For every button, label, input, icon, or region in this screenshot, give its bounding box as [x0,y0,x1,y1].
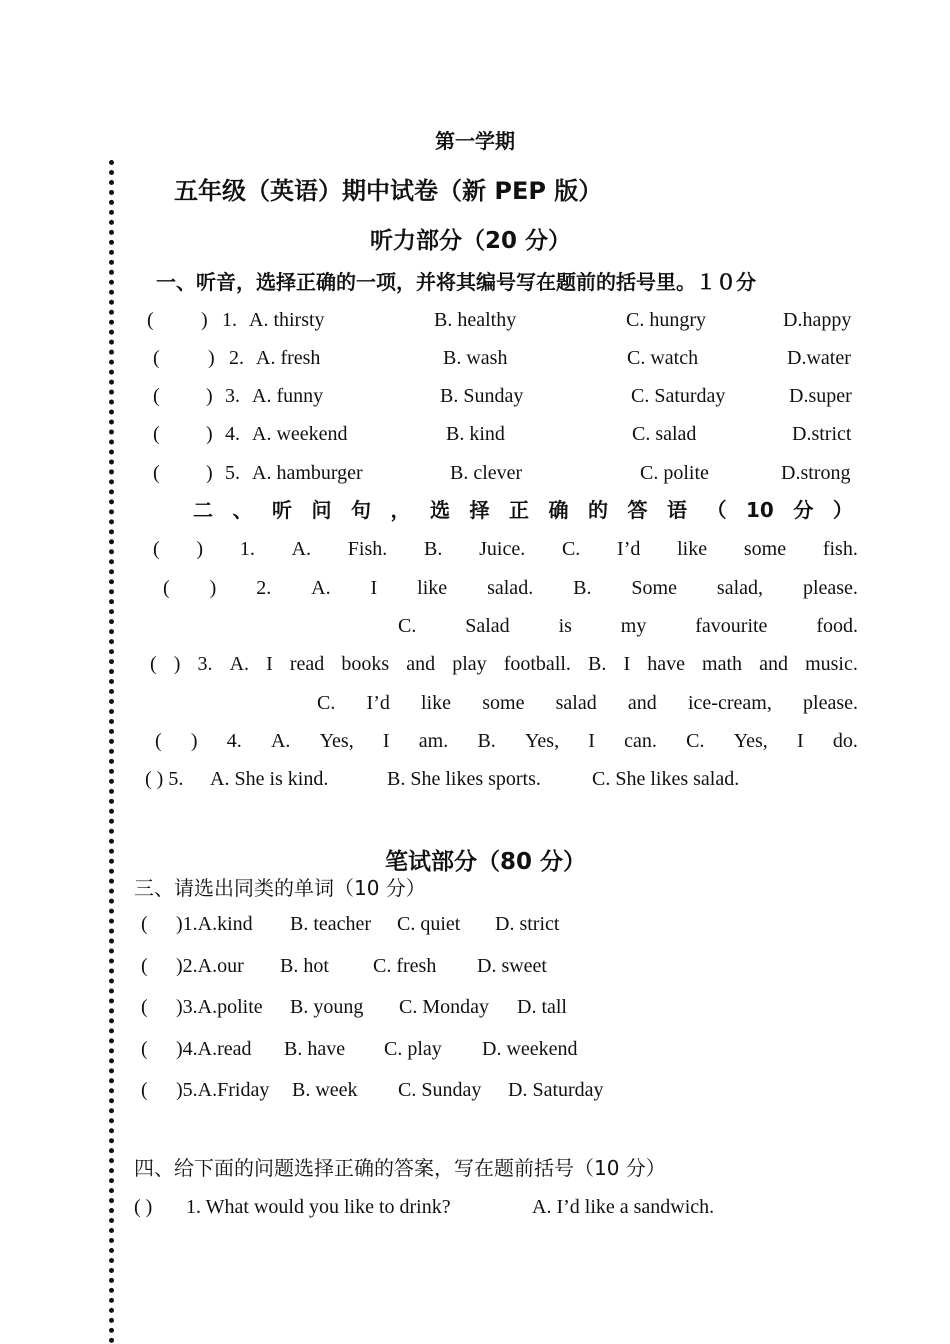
word: football. [503,653,571,675]
word: A. [229,653,250,675]
option-c: C. polite [640,462,709,484]
word: I [797,730,804,752]
word: Juice. [479,538,526,560]
option-b: B. clever [450,462,523,484]
option-b: B. Sunday [440,385,524,407]
word: C. [398,615,417,637]
section2-q1 [153,537,858,561]
option-a: )3.A.polite [176,996,263,1018]
option-c: C. quiet [397,913,461,935]
term-label: 第一学期 [435,129,515,153]
heading-char: 语 [667,498,687,522]
word: I [370,577,378,599]
word: B. [573,577,592,599]
word: have [647,653,685,675]
option-a: )2.A.our [176,955,244,977]
heading-char: 、 [232,498,253,522]
section1-heading: 一、听音，选择正确的一项，并将其编号写在题前的括号里。１０分 [156,270,756,294]
word: I’d [617,538,641,560]
word: is [558,615,572,637]
word: some [743,538,787,560]
answer-paren-open: ( [141,913,148,935]
word: ) [190,730,198,752]
word: I [382,730,390,752]
option-d: D. sweet [477,955,547,977]
heading-char: 听 [272,498,292,522]
option-c: C. hungry [626,309,706,331]
word: ) [209,577,217,599]
section4-q1-paren: ( ) [134,1196,153,1218]
option-c: C. watch [627,347,699,369]
heading-char: （ [706,498,727,522]
option-c: C. Saturday [631,385,726,407]
section2-q5-paren: ( ) 5. [145,768,184,790]
heading-char: 选 [430,498,450,522]
exam-title: 五年级（英语）期中试卷（新 PEP 版） [174,177,603,205]
word: like [417,577,448,599]
word: and [627,692,657,714]
question-number: 4. [225,423,240,445]
word: salad. [487,577,534,599]
heading-char: 10 [746,498,774,522]
word: salad [555,692,597,714]
word: ( [163,577,170,599]
word: ice-cream, [688,692,772,714]
answer-paren-close: ) [206,385,213,407]
option-c: C. Monday [399,996,489,1018]
section3-heading: 三、请选出同类的单词（10 分） [134,876,426,900]
option-d: D. Saturday [508,1079,604,1101]
option-c: C. fresh [373,955,437,977]
word: salad, [716,577,763,599]
option-d: D.strong [781,462,851,484]
heading-char: 句 [351,498,371,522]
question-number: 3. [225,385,240,407]
section2-q3-line1 [150,652,858,676]
word: B. [424,538,443,560]
heading-char: ） [832,498,853,522]
word: like [421,692,452,714]
word: favourite [695,615,768,637]
word: play [452,653,487,675]
word: please. [802,577,858,599]
heading-char: 择 [469,498,490,522]
option-a: )4.A.read [176,1038,252,1060]
word: I’d [366,692,390,714]
heading-char: 分 [793,498,814,522]
option-d: D.super [789,385,852,407]
word: Fish. [347,538,388,560]
heading-char: 二 [193,498,213,522]
answer-paren-open: ( [153,462,160,484]
word: A. [291,538,312,560]
section2-q5-option-b: B. She likes sports. [387,768,541,790]
section2-q3-line2 [317,691,858,715]
heading-char: 的 [588,498,608,522]
word: 1. [239,538,255,560]
option-a: A. fresh [256,347,321,369]
word: music. [805,653,858,675]
option-a: )1.A.kind [176,913,253,935]
listening-part-title: 听力部分（20 分） [370,228,572,254]
option-a: A. thirsty [249,309,325,331]
written-part-title: 笔试部分（80 分） [385,849,587,875]
binding-dotted-line [109,160,114,1344]
word: math [702,653,743,675]
question-number: 1. [222,309,237,331]
word: 3. [197,653,213,675]
word: Salad [465,615,510,637]
word: C. [317,692,336,714]
section2-q2-line1 [163,576,858,600]
word: I [588,730,595,752]
word: do. [832,730,858,752]
answer-paren-open: ( [141,1038,148,1060]
word: ) [196,538,204,560]
option-d: D.water [787,347,851,369]
answer-paren-open: ( [153,347,160,369]
section2-q5-option-a: A. She is kind. [210,768,329,790]
section2-q4 [155,729,858,753]
word: I [266,653,273,675]
word: ( [153,538,160,560]
question-number: 2. [229,347,244,369]
option-c: C. salad [632,423,697,445]
option-a: A. weekend [252,423,348,445]
option-b: B. hot [280,955,329,977]
answer-paren-open: ( [141,955,148,977]
word: can. [624,730,657,752]
answer-paren-open: ( [141,1079,148,1101]
option-b: B. young [290,996,364,1018]
answer-paren-open: ( [147,309,154,331]
word: ( [150,653,157,675]
option-b: B. teacher [290,913,372,935]
answer-paren-open: ( [153,423,160,445]
option-b: B. healthy [434,309,517,331]
answer-paren-close: ) [201,309,208,331]
word: I [623,653,631,675]
option-b: B. week [292,1079,358,1101]
word: B. [477,730,496,752]
word: food. [816,615,858,637]
option-c: C. Sunday [398,1079,482,1101]
heading-char: 正 [509,498,529,522]
option-b: B. kind [446,423,505,445]
section2-heading [193,498,853,522]
option-c: C. play [384,1038,442,1060]
section4-heading: 四、给下面的问题选择正确的答案，写在题前括号（10 分） [134,1156,666,1180]
word: fish. [822,538,858,560]
heading-char: 问 [311,498,332,522]
section4-q1-question: 1. What would you like to drink? [186,1196,451,1218]
option-a: A. hamburger [252,462,363,484]
word: some [482,692,525,714]
option-a: )5.A.Friday [176,1079,270,1101]
option-d: D. tall [517,996,567,1018]
option-d: D. strict [495,913,560,935]
word: am. [418,730,449,752]
word: Yes, [733,730,768,752]
word: Some [631,577,677,599]
answer-paren-open: ( [153,385,160,407]
section2-q2-line2 [398,614,858,638]
word: and [759,653,788,675]
word: and [406,653,436,675]
word: ) [173,653,181,675]
word: 2. [256,577,272,599]
answer-paren-close: ) [206,462,213,484]
answer-paren-open: ( [141,996,148,1018]
answer-paren-close: ) [208,347,215,369]
word: 4. [226,730,242,752]
word: please. [803,692,858,714]
word: C. [561,538,581,560]
option-b: B. have [284,1038,346,1060]
word: like [677,538,708,560]
option-d: D. weekend [482,1038,578,1060]
question-number: 5. [225,462,240,484]
word: my [620,615,647,637]
heading-char: 确 [548,498,569,522]
option-a: A. funny [252,385,324,407]
word: books [341,653,390,675]
heading-char: 答 [627,498,648,522]
word: B. [588,653,607,675]
word: A. [270,730,291,752]
word: C. [686,730,705,752]
option-b: B. wash [443,347,508,369]
word: Yes, [319,730,354,752]
word: read [289,653,325,675]
heading-char: ， [390,498,411,522]
word: ( [155,730,162,752]
option-d: D.happy [783,309,852,331]
section2-q5-option-c: C. She likes salad. [592,768,740,790]
section4-q1-answer: A. I’d like a sandwich. [532,1196,715,1218]
answer-paren-close: ) [206,423,213,445]
option-d: D.strict [792,423,852,445]
word: A. [311,577,331,599]
word: Yes, [524,730,560,752]
